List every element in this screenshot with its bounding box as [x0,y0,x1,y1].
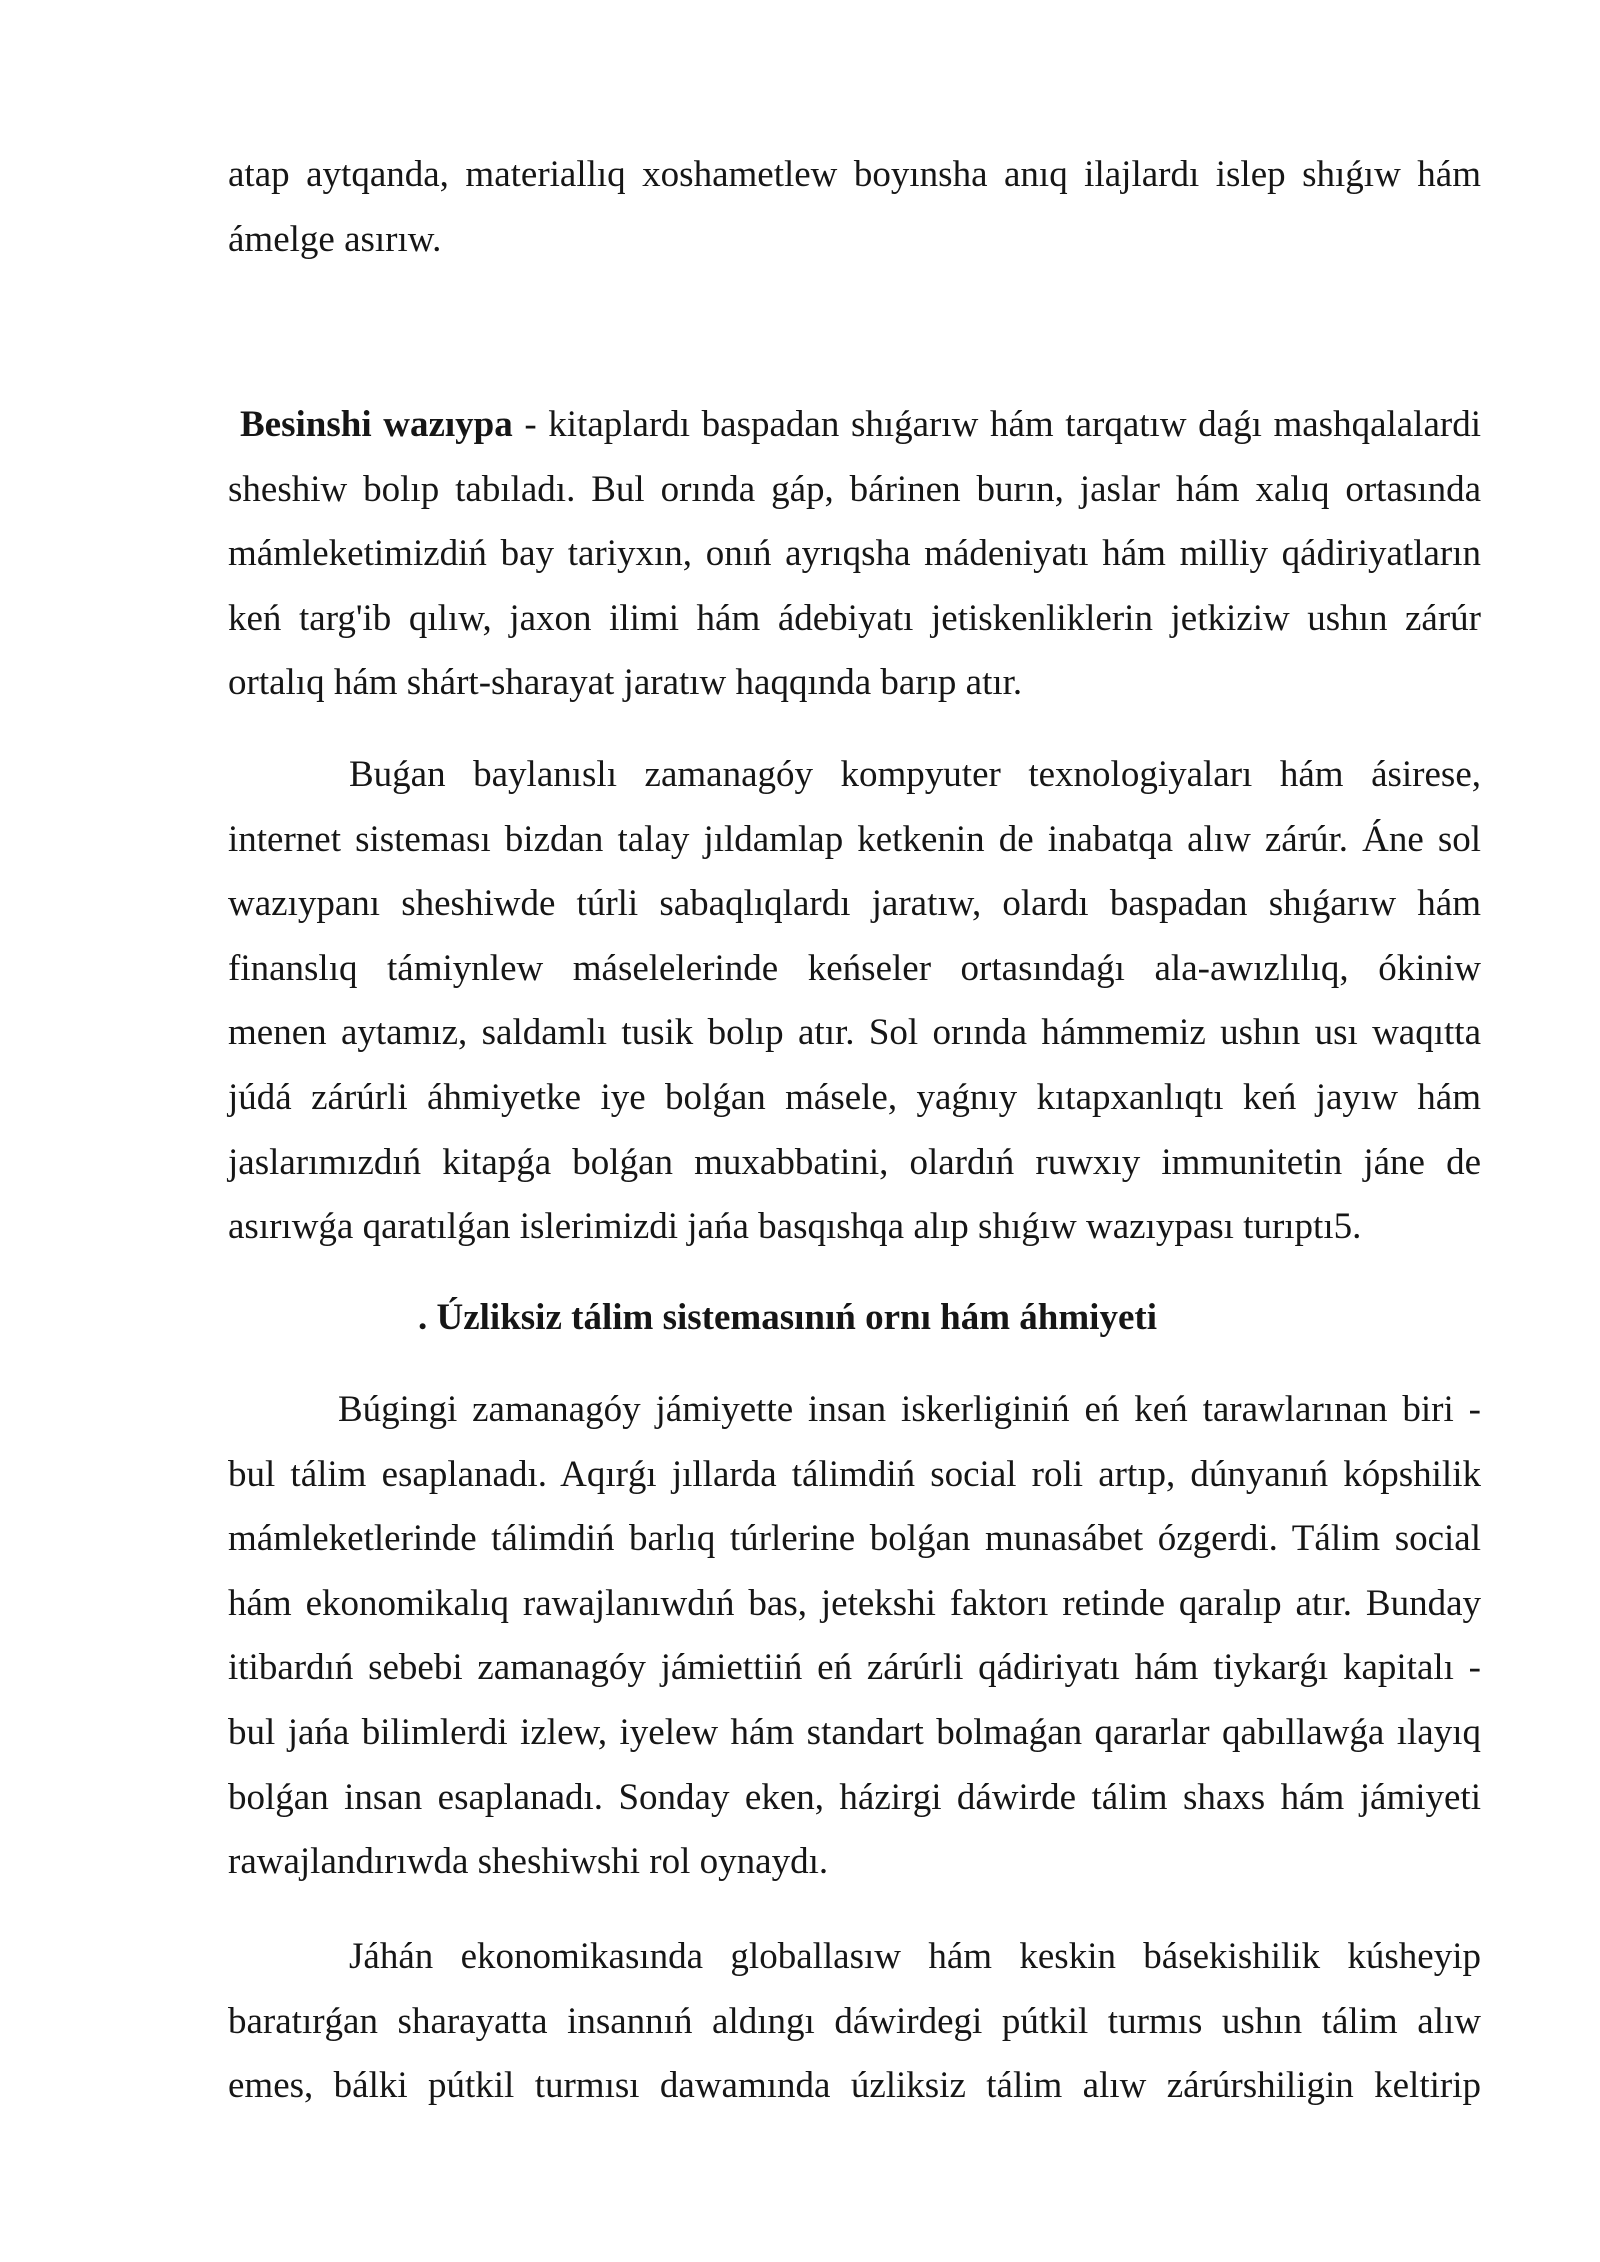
paragraph-line-text: - kitaplardı baspadan shıǵarıw hám tarqatıw daǵı mashqalalardi [512,404,1481,445]
paragraph-line: asırıwǵa qaratılǵan islerimizdi jańa basqıshqa alıp shıǵıw wazıypası turıptı5. [228,1206,1362,1248]
paragraph-line: baratırǵan sharayatta insannıń aldıngı dáwirdegi pútkil turmıs ushın tálim alıw [228,2000,1481,2042]
paragraph-line: júdá zárúrli áhmiyetke iye bolǵan másele, yaǵnıy kıtapxanlıqtı keń jayıw hám [228,1076,1481,1118]
section-heading: . Úzliksiz tálim sistemasınıń ornı hám áhmiyeti [418,1297,1157,1338]
paragraph-line: finanslıq támiynlew máselelerinde keńseler ortasındaǵı ala-awızlılıq, ókiniw [228,947,1481,989]
bold-lead-text: Besinshi wazıypa [240,404,513,445]
paragraph-line: bolǵan insan esaplanadı. Sonday eken, házirgi dáwirde tálim shaxs hám jámiyeti [228,1776,1481,1818]
paragraph-line: internet sisteması bizdan talay jıldamlap ketkenin de inabatqa alıw zárúr. Áne sol [228,818,1481,860]
paragraph [228,1925,1481,2119]
paragraph-line: menen aytamız, saldamlı tusik bolıp atır. Sol orında hámmemiz ushın usı waqıtta [228,1012,1481,1054]
paragraph-line: jaslarımızdıń kitapǵa bolǵan muxabbatini, olardıń ruwxıy immunitetin jáne de [228,1141,1481,1183]
paragraph-line [228,393,1481,458]
paragraph-line: ortalıq hám shárt-sharayat jaratıw haqqında barıp atır. [228,662,1023,704]
paragraph [228,743,1481,1260]
paragraph [228,1378,1481,1895]
paragraph [228,393,1481,716]
paragraph-line: rawajlandırıwda sheshiwshi rol oynaydı. [228,1841,829,1883]
paragraph-line: sheshiw bolıp tabıladı. Bul orında gáp, bárinen burın, jaslar hám xalıq ortasında [228,468,1481,510]
paragraph [228,143,1481,272]
paragraph-line: ámelge asırıw. [228,218,442,260]
paragraph-line: bul tálim esaplanadı. Aqırǵı jıllarda tálimdiń social roli artıp, dúnyanıń kópshilik [228,1453,1481,1495]
paragraph-line: itibardıń sebebi zamanagóy jámiettiiń eń zárúrli qádiriyatı hám tiykarǵı kapitalı - [228,1647,1481,1689]
paragraph-line: atap aytqanda, materiallıq xoshametlew boyınsha anıq ilajlardı islep shıǵıw hám [228,154,1481,195]
paragraph-line: wazıypanı sheshiwde túrli sabaqlıqlardı jaratıw, olardı baspadan shıǵarıw hám [228,883,1481,925]
paragraph-line: Buǵan baylanıslı zamanagóy kompyuter texnologiyaları hám ásirese, [349,754,1481,795]
paragraph-line: bul jańa bilimlerdi izlew, iyelew hám standart bolmaǵan qararlar qabıllawǵa ılayıq [228,1711,1481,1753]
paragraph-line: Jáhán ekonomikasında globallasıw hám keskin básekishilik kúsheyip [349,1936,1481,1977]
paragraph-line: mámleketimizdiń bay tariyxın, onıń ayrıqsha mádeniyatı hám milliy qádiriyatların [228,533,1481,575]
paragraph-line: mámleketlerinde tálimdiń barlıq túrlerine bolǵan munasábet ózgerdi. Tálim social [228,1518,1481,1560]
paragraph-line: emes, bálki pútkil turmısı dawamında úzliksiz tálim alıw zárúrshiligin keltirip [228,2065,1481,2107]
paragraph-line: hám ekonomikalıq rawajlanıwdıń bas, jetekshi faktorı retinde qaralıp atır. Bunday [228,1582,1481,1624]
paragraph-line: keń targ'ib qılıw, jaxon ilimi hám ádebiyatı jetiskenliklerin jetkiziw ushın zárúr [228,597,1481,639]
paragraph-line: Búgingi zamanagóy jámiyette insan iskerliginiń eń keń tarawlarınan biri - [338,1389,1481,1430]
